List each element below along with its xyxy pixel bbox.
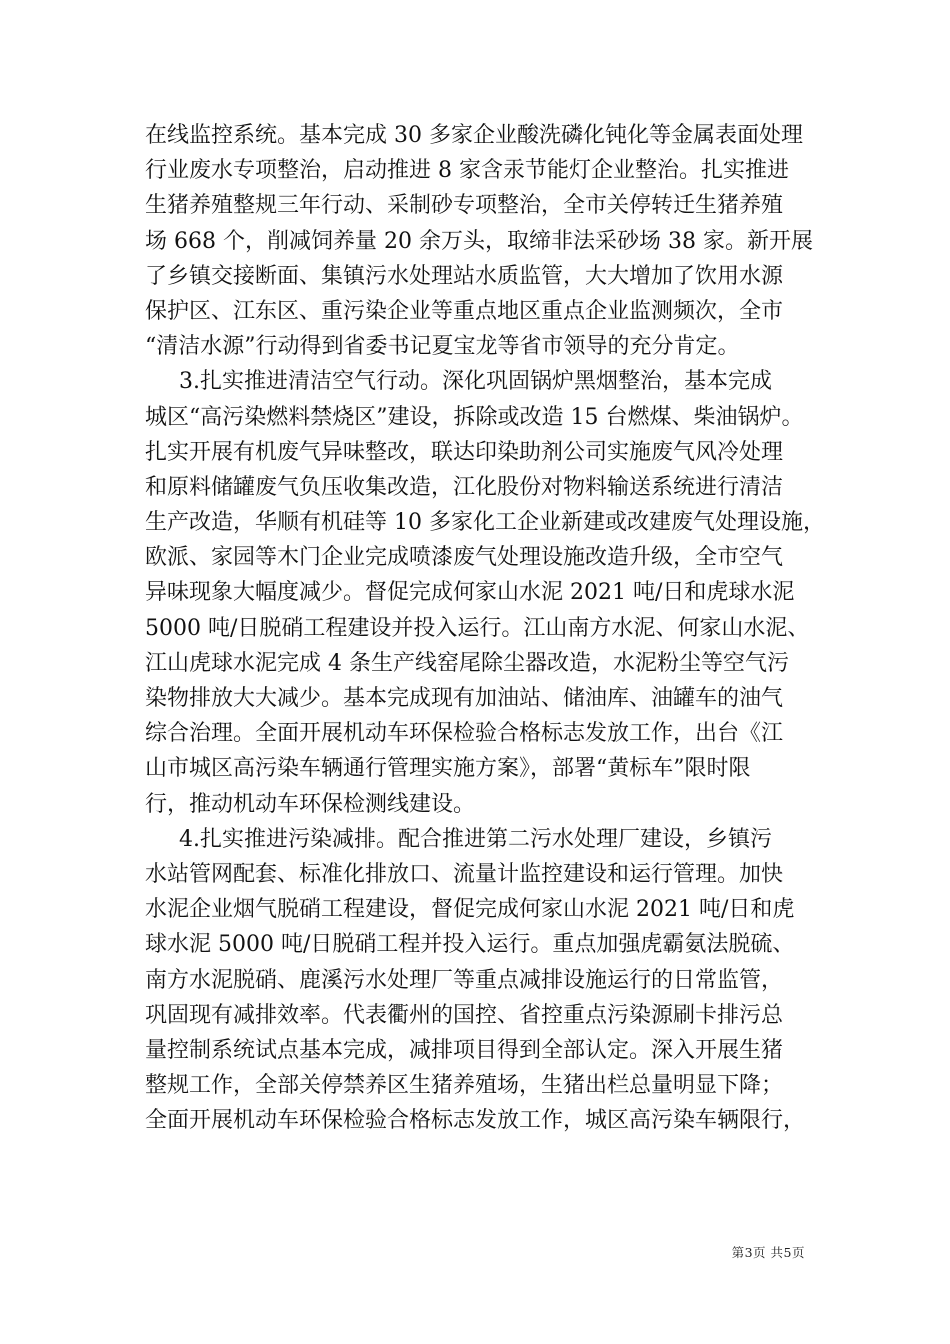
- text-line: 场 668 个，削减饲养量 20 余万头，取缔非法采砂场 38 家。新开展: [145, 228, 813, 254]
- text-line: 5000 吨/日脱硝工程建设并投入运行。江山南方水泥、何家山水泥、: [145, 615, 810, 641]
- text-line: 了乡镇交接断面、集镇污水处理站水质监管，大大增加了饮用水源: [145, 263, 784, 289]
- paragraph-clean-air: [145, 364, 825, 821]
- text-line: 保护区、江东区、重污染企业等重点地区重点企业监测频次，全市: [145, 298, 784, 324]
- text-line: 生猪养殖整规三年行动、采制砂专项整治，全市关停转迁生猪养殖: [145, 193, 784, 219]
- text-line: 山市城区高污染车辆通行管理实施方案》，部署“黄标车”限时限: [145, 756, 751, 782]
- document-body: [145, 118, 825, 1138]
- footer-prefix: 第: [731, 1245, 745, 1260]
- text-line: 南方水泥脱硝、鹿溪污水处理厂等重点减排设施运行的日常监管，: [145, 967, 784, 993]
- text-line: 水站管网配套、标准化排放口、流量计监控建设和运行管理。加快: [145, 861, 784, 887]
- total-page-count: 5: [783, 1245, 792, 1260]
- text-line: 扎实开展有机废气异味整改，联达印染助剂公司实施废气风冷处理: [145, 439, 784, 465]
- text-line: 欧派、家园等木门企业完成喷漆废气处理设施改造升级，全市空气: [145, 545, 784, 571]
- footer-suffix: 页: [791, 1245, 805, 1260]
- paragraph-clean-water: [145, 118, 825, 364]
- text-line: 巩固现有减排效率。代表衢州的国控、省控重点污染源刷卡排污总: [145, 1002, 784, 1028]
- current-page-number: 3: [744, 1245, 754, 1260]
- text-line: 综合治理。全面开展机动车环保检验合格标志发放工作，出台《江: [145, 721, 784, 747]
- paragraph-emission-reduction: [145, 822, 825, 1139]
- page-footer: [732, 1243, 805, 1261]
- text-line: 城区“高污染燃料禁烧区”建设，拆除或改造 15 台燃煤、柴油锅炉。: [145, 404, 804, 430]
- text-line: “清洁水源”行动得到省委书记夏宝龙等省市领导的充分肯定。: [145, 334, 740, 360]
- text-line: 整规工作，全部关停禁养区生猪养殖场，生猪出栏总量明显下降；: [145, 1073, 784, 1099]
- text-line: 异味现象大幅度减少。督促完成何家山水泥 2021 吨/日和虎球水泥: [145, 580, 795, 606]
- text-line: 4.扎实推进污染减排。配合推进第二污水处理厂建设，乡镇污: [179, 826, 772, 852]
- text-line: 染物排放大大减少。基本完成现有加油站、储油库、油罐车的油气: [145, 686, 784, 711]
- text-line: 水泥企业烟气脱硝工程建设，督促完成何家山水泥 2021 吨/日和虎: [145, 897, 795, 923]
- text-line: 和原料储罐废气负压收集改造，江化股份对物料输送系统进行清洁: [145, 474, 784, 500]
- text-line: 行，推动机动车环保检测线建设。: [145, 791, 476, 817]
- text-line: 生产改造，华顺有机硅等 10 多家化工企业新建或改建废气处理设施，: [145, 510, 825, 536]
- footer-middle: 页 共: [753, 1245, 784, 1260]
- text-line: 全面开展机动车环保检验合格标志发放工作，城区高污染车辆限行，: [145, 1108, 806, 1134]
- text-line: 量控制系统试点基本完成，减排项目得到全部认定。深入开展生猪: [145, 1037, 784, 1063]
- text-line: 球水泥 5000 吨/日脱硝工程并投入运行。重点加强虎霸氨法脱硫、: [145, 932, 795, 958]
- text-line: 行业废水专项整治，启动推进 8 家含汞节能灯企业整治。扎实推进: [145, 158, 789, 184]
- text-line: 3.扎实推进清洁空气行动。深化巩固锅炉黑烟整治，基本完成: [179, 369, 772, 395]
- text-line: 在线监控系统。基本完成 30 多家企业酸洗磷化钝化等金属表面处理: [145, 123, 803, 148]
- text-line: 江山虎球水泥完成 4 条生产线窑尾除尘器改造，水泥粉尘等空气污: [145, 650, 789, 676]
